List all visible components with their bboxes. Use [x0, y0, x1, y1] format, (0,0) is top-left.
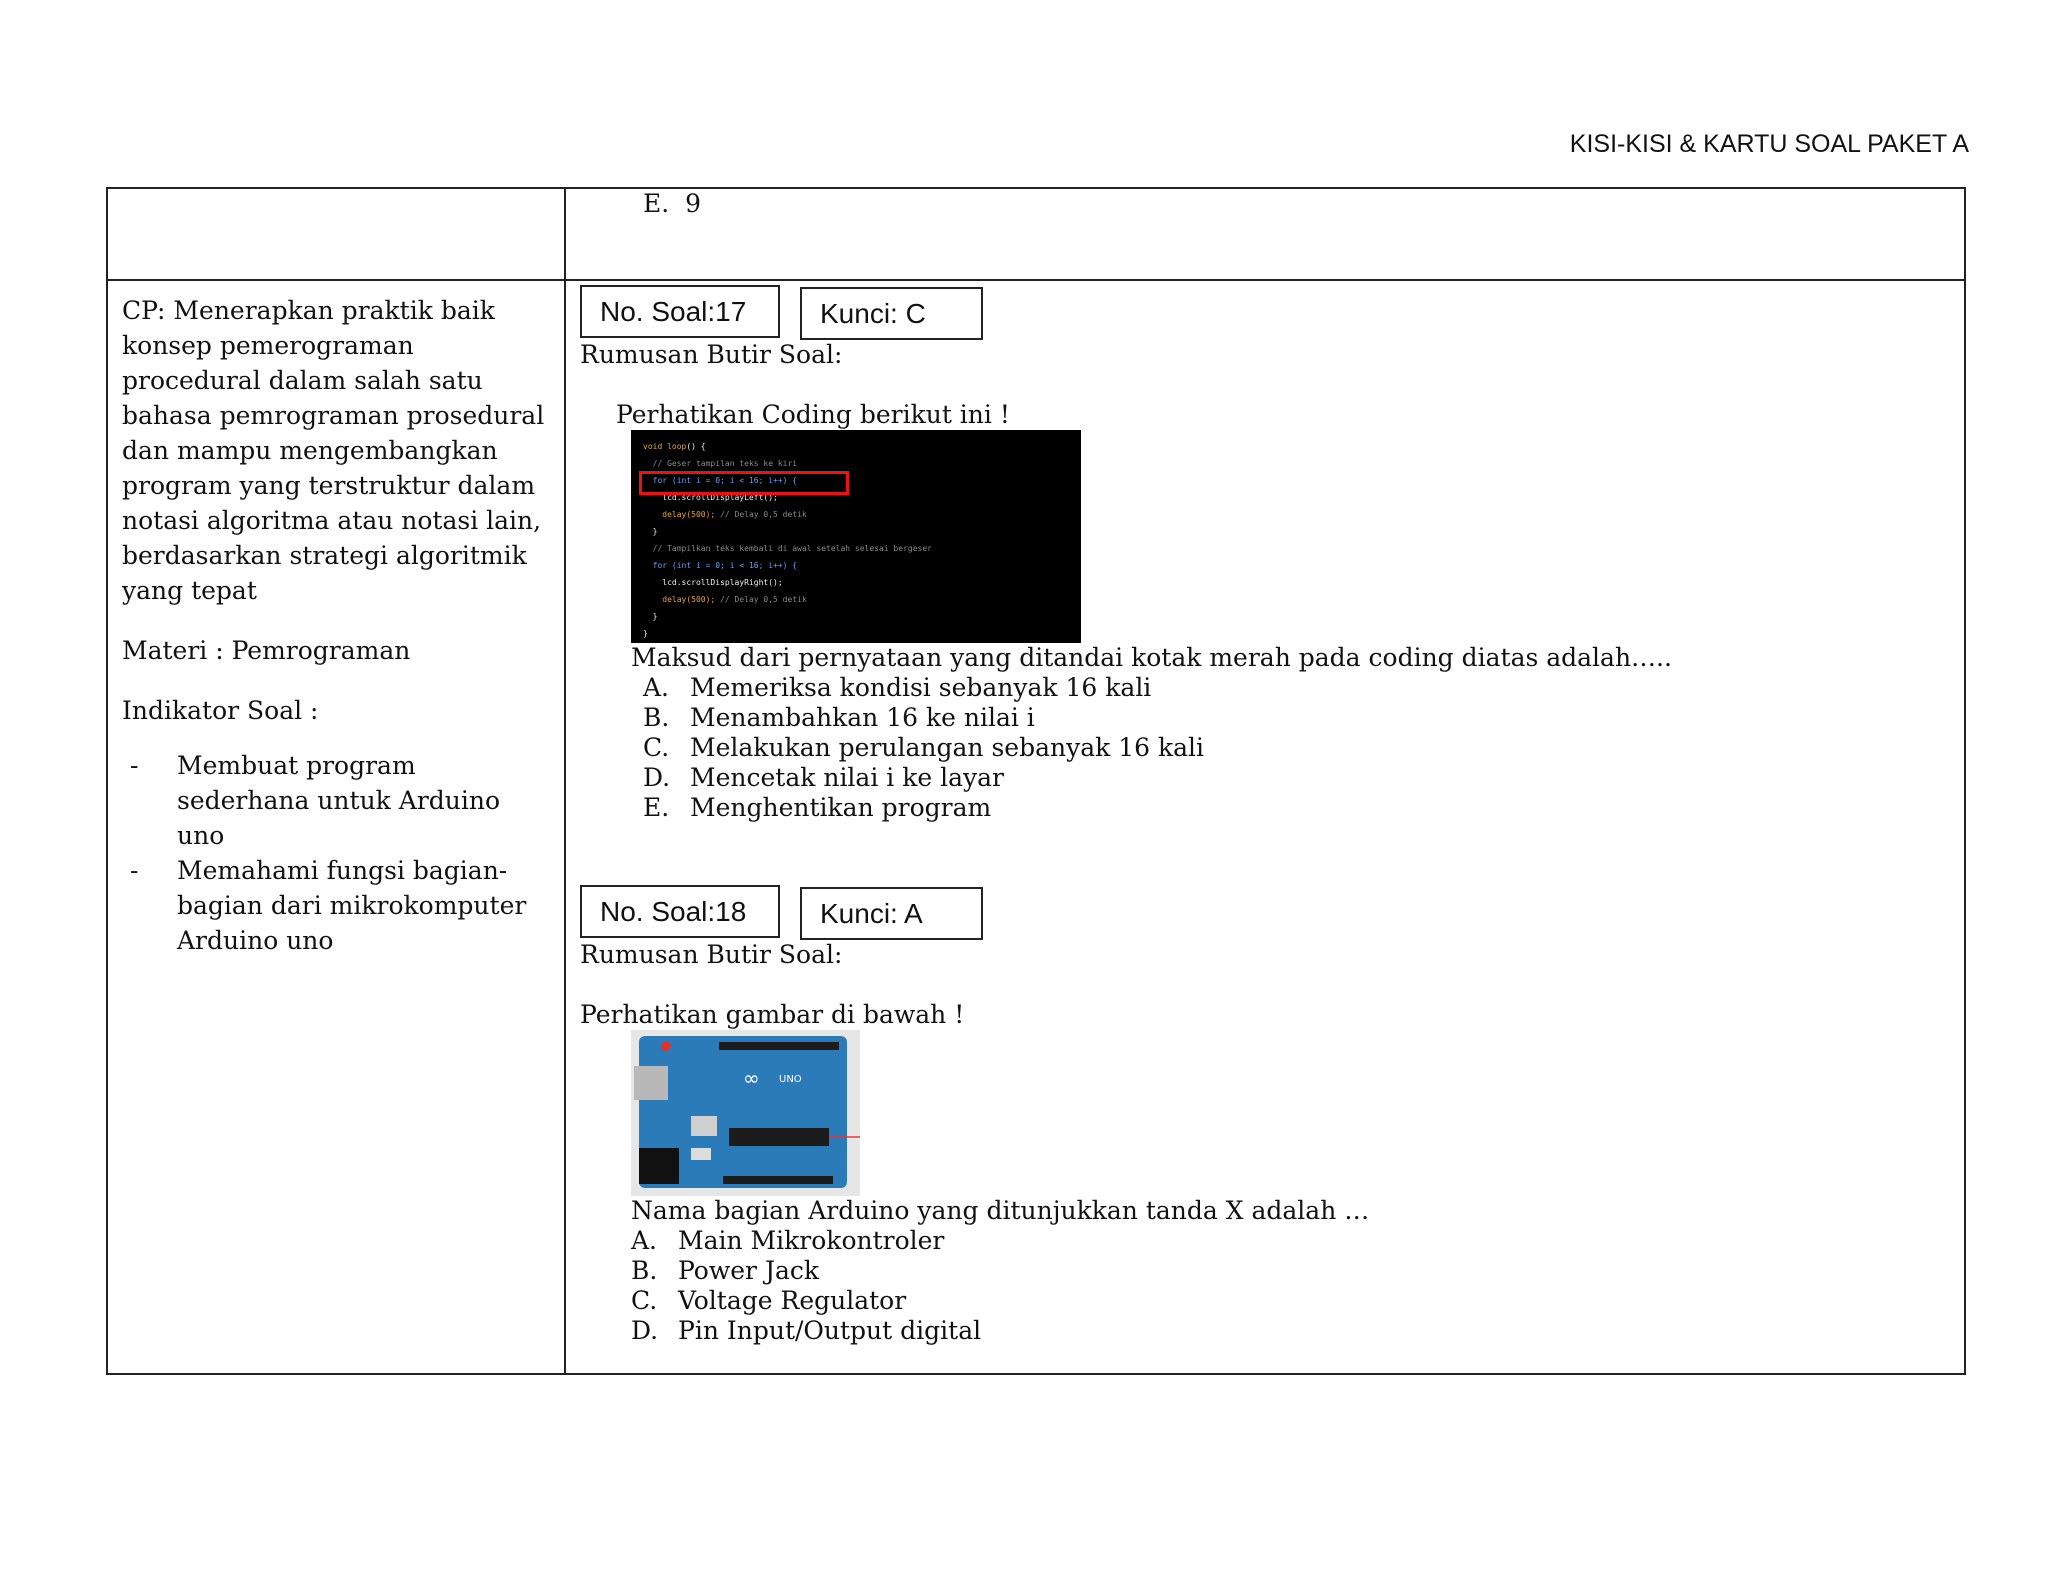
arduino-board-icon	[631, 1030, 860, 1196]
left-cell-empty	[107, 188, 565, 280]
list-item: D. Pin Input/Output digital	[631, 1316, 982, 1345]
q18-key-box: Kunci: A	[800, 887, 983, 940]
list-item: - Membuat program sederhana untuk Arduino uno	[130, 751, 501, 850]
q17-header	[580, 285, 1950, 340]
svg-text:UNO: UNO	[779, 1074, 802, 1085]
left-cell-info	[107, 280, 565, 1374]
table-row	[107, 188, 1965, 280]
q17-rumusan-label: Rumusan Butir Soal:	[580, 340, 843, 369]
materi-text: Materi : Pemrograman	[122, 636, 411, 665]
q18-header	[580, 885, 1950, 940]
right-cell-questions	[565, 280, 1965, 1374]
q17-question: Maksud dari pernyataan yang ditandai kotak merah pada coding diatas adalah…..	[631, 643, 1672, 672]
option-text: 9	[685, 189, 702, 218]
list-item: - Memahami fungsi bagian-bagian dari mikrokomputer Arduino uno	[130, 856, 527, 955]
code-screenshot-image: void loop() { // Geser tampilan teks ke kiri for (int i = 0; i < 16; i++) { lcd.scrollDisplayLeft(); delay(500); // Delay 0,5 detik } // Tampilkan teks kembali di awal setelah selesai bergeser for (int i = 0; i < 16; i++) { lcd.scrollDisplayRight(); delay(500); // Delay 0,5 detik } }	[631, 430, 1081, 643]
table-row	[107, 280, 1965, 1374]
red-highlight-box	[639, 471, 849, 495]
cp-text: CP: Menerapkan praktik baik konsep pemerograman procedural dalam salah satu bahasa pemrograman prosedural dan mampu mengembangkan program yang terstruktur dalam notasi algoritma atau notasi lain, berdasarkan strategi algoritmik yang tepat	[122, 296, 545, 605]
list-item: E. Menghentikan program	[643, 793, 992, 822]
list-item: C. Voltage Regulator	[631, 1286, 907, 1315]
indikator-list	[122, 748, 550, 958]
q18-rumusan-label: Rumusan Butir Soal:	[580, 940, 843, 969]
q18-intro: Perhatikan gambar di bawah !	[580, 1000, 965, 1029]
list-item: B. Menambahkan 16 ke nilai i	[643, 703, 1035, 732]
svg-text:∞: ∞	[743, 1066, 760, 1090]
list-item: B. Power Jack	[631, 1256, 820, 1285]
list-item: D. Mencetak nilai i ke layar	[643, 763, 1004, 792]
q18-number-box: No. Soal:18	[580, 885, 780, 938]
q17-options	[643, 673, 1950, 823]
right-cell-prev	[565, 188, 1965, 280]
q17-number-box: No. Soal:17	[580, 285, 780, 338]
list-item: A. Memeriksa kondisi sebanyak 16 kali	[643, 673, 1152, 702]
list-item: C. Melakukan perulangan sebanyak 16 kali	[643, 733, 1205, 762]
q18-question: Nama bagian Arduino yang ditunjukkan tanda X adalah …	[631, 1196, 1370, 1225]
previous-option-e	[643, 189, 1964, 219]
q18-options	[631, 1226, 1950, 1346]
question-table	[106, 187, 1966, 1375]
indikator-label: Indikator Soal :	[122, 696, 319, 725]
list-item: A. Main Mikrokontroler	[631, 1226, 945, 1255]
arduino-uno-image	[631, 1030, 860, 1196]
q17-intro: Perhatikan Coding berikut ini !	[616, 400, 1010, 429]
option-letter: E.	[643, 189, 670, 218]
q17-key-box: Kunci: C	[800, 287, 983, 340]
document-header: KISI-KISI & KARTU SOAL PAKET A	[1569, 130, 1969, 158]
